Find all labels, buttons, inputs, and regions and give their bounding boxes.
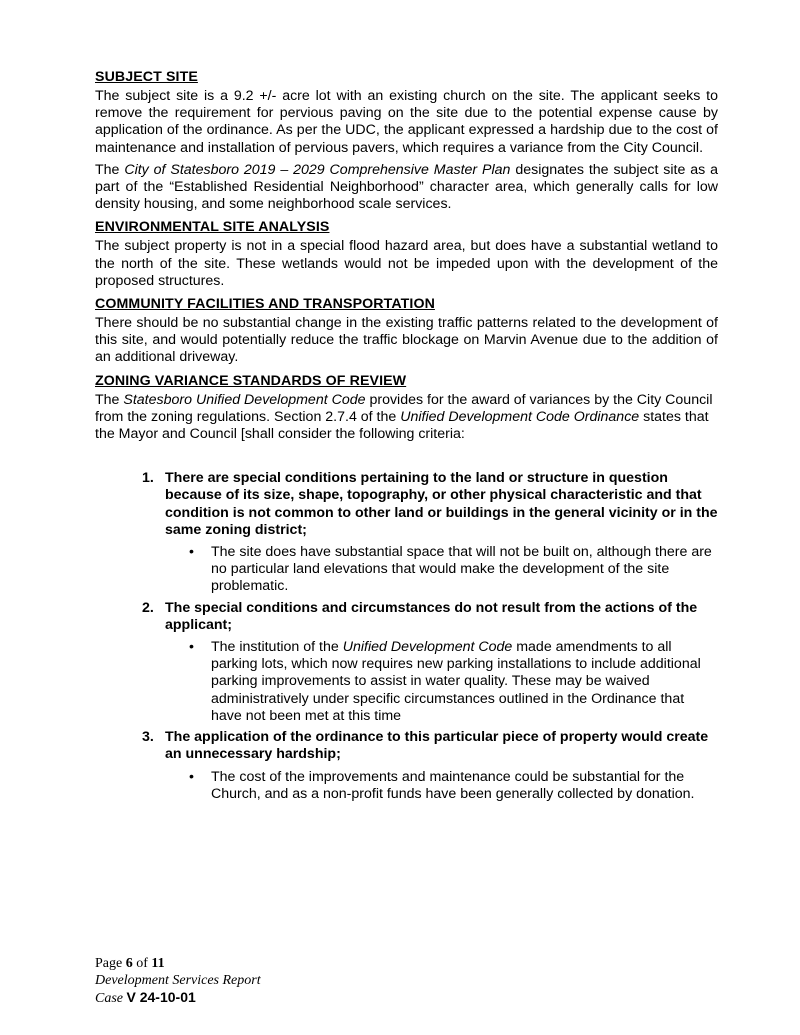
criterion-1 xyxy=(95,470,718,595)
page-number-line xyxy=(95,955,261,972)
report-title-text: Development Services Report xyxy=(95,973,261,988)
udc-italic: Unified Development Code xyxy=(342,639,513,656)
text-run: states that the Mayor and Council [shall consider the following criteria: xyxy=(95,408,709,443)
page-number: 6 xyxy=(125,956,133,971)
text-run: Page xyxy=(95,956,126,971)
criteria-list xyxy=(95,470,718,803)
bullet-icon: • xyxy=(189,768,194,785)
case-line xyxy=(95,989,261,1007)
criterion-text: The application of the ordinance to this particular piece of property would create an unnecessary hardship; xyxy=(165,729,709,763)
text-run: provides for the award of variances by the City Council from the zoning regulations. Section 2.7.4 of the xyxy=(95,391,713,425)
case-label: Case xyxy=(95,991,127,1006)
case-number: V 24-10-01 xyxy=(126,989,196,1005)
environmental-paragraph: The subject property is not in a special flood hazard area, but does have a substantial wetland to the north of the site. These wetlands would not be impeded upon with the development of the proposed structures. xyxy=(95,238,718,289)
bullet-icon: • xyxy=(189,639,194,656)
bullet-icon: • xyxy=(189,544,194,561)
criterion-number: 3. xyxy=(142,729,154,746)
plan-title-italic: City of Statesboro 2019 – 2029 Comprehensive Master Plan xyxy=(124,161,511,178)
page-total: 11 xyxy=(151,956,165,971)
criterion-2 xyxy=(95,600,718,725)
udc-title-italic: Statesboro Unified Development Code xyxy=(123,391,366,408)
criterion-number: 1. xyxy=(142,470,154,487)
text-run: The xyxy=(95,391,124,408)
community-facilities-paragraph: There should be no substantial change in the existing traffic patterns related to the development of this site, and would potentially reduce the traffic blockage on Marvin Avenue due to the addition of an additional driveway. xyxy=(95,315,718,366)
text-run: made amendments to all parking lots, which now requires new parking installations to include additional parking improvements to assist in water quality. These may be waived administratively under specific circumstances outlined in the Ordinance that have not been met at this time xyxy=(211,639,701,724)
zoning-variance-paragraph xyxy=(95,392,718,444)
text-run: The institution of the xyxy=(211,639,343,656)
criterion-2-bullet xyxy=(165,639,718,725)
document-body xyxy=(95,68,718,807)
community-facilities-heading: COMMUNITY FACILITIES AND TRANSPORTATION xyxy=(95,296,435,313)
comprehensive-plan-paragraph xyxy=(95,162,718,214)
bullet-text: The site does have substantial space that will not be built on, although there are no particular land elevations that would make the development of the site problematic. xyxy=(211,544,712,595)
criterion-number: 2. xyxy=(142,599,154,616)
zoning-variance-heading: ZONING VARIANCE STANDARDS OF REVIEW xyxy=(95,372,407,389)
criterion-3-bullet xyxy=(165,769,718,803)
criterion-text: There are special conditions pertaining to the land or structure in question because of its size, shape, topography, or other physical characteristic and that condition is not common to other land or buildings in the general vicinity or in the same zoning district; xyxy=(165,470,718,538)
report-title xyxy=(95,972,261,989)
criterion-text: The special conditions and circumstances do not result from the actions of the applicant; xyxy=(165,599,698,633)
environmental-heading: ENVIRONMENTAL SITE ANALYSIS xyxy=(95,219,330,236)
subject-site-paragraph: The subject site is a 9.2 +/- acre lot with an existing church on the site. The applicant seeks to remove the requirement for pervious paving on the site due to the potential expense cause by application of the ordinance. As per the UDC, the applicant expressed a hardship due to the cost of maintenance and installation of pervious pavers, which requires a variance from the City Council. xyxy=(95,88,718,156)
bullet-text: The cost of the improvements and maintenance could be substantial for the Church, and as a non-profit funds have been generally collected by donation. xyxy=(211,768,695,802)
text-run: of xyxy=(132,956,152,971)
text-run: designates the subject site as a part of the “Established Residential Neighborhood” character area, which generally calls for low density housing, and some neighborhood scale services. xyxy=(95,161,719,213)
subject-site-heading: SUBJECT SITE xyxy=(95,69,198,85)
text-run: The xyxy=(95,161,125,178)
page-footer xyxy=(95,955,261,1007)
udc-ordinance-italic: Unified Development Code Ordinance xyxy=(400,408,640,425)
criterion-1-bullet xyxy=(165,544,718,596)
criterion-3 xyxy=(95,729,718,803)
